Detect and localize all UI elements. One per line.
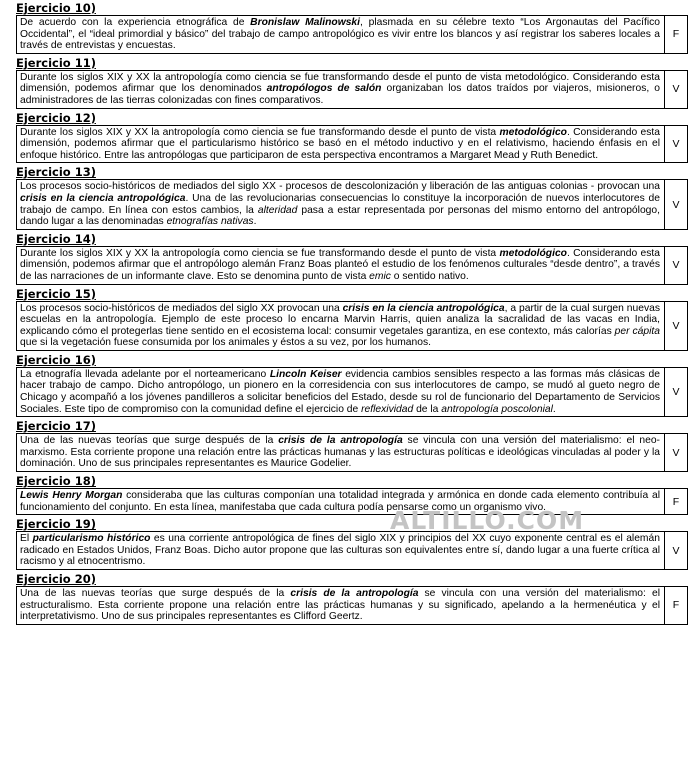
exercise-title: Ejercicio 16) [16, 352, 96, 367]
statement-segment: . Una de las revolucionarias consecuencias lo constituye la incorporación de nuevos interlocutores de trabajo de campo. En línea con estos cambios, la [20, 192, 660, 216]
answer-cell: V [672, 83, 680, 96]
exercise-title: Ejercicio 18) [16, 474, 96, 489]
statement-segment: evidencia cambios sensibles respecto a las formas más clásicas de hacer trabajo de campo. Dicho antropólogo, un pionero en la corresidencia con sus interlocutores de campo, se mudó al gueto negro de Chicago y acompañó a los jóvenes pandilleros a solicitar beneficios del Estado, desde su rol de funcionario del Departamento de Servicios Sociales. Este tipo de compromiso con la comunidad define el ejercicio de [20, 368, 661, 415]
statement-segment: Una de las nuevas teorías que surge después de la [20, 588, 291, 599]
exercise-row [16, 246, 688, 285]
statement-segment: antropología poscolonial [441, 403, 553, 415]
exercise-title: Ejercicio 11) [16, 55, 96, 70]
statement-segment: crisis en la ciencia antropológica [20, 192, 186, 204]
exercise-list [16, 2, 688, 628]
statement-segment: , a partir de la cual surgen nuevas escuelas en la antropología. Ejemplo de este proceso lo encarna Marvin Harris, quien analiza la sacralidad de las vacas en India, explicando cómo el protegerlas tiene sentido en el ecosistema local: consumir vegetales garantiza, en ese contexto, más calorías [20, 302, 660, 337]
statement-segment: etnografías nativas [166, 216, 254, 228]
statement-segment: organizaban los datos traídos por viajeros, misioneros, o administradores de las tierras colonizadas con fines comparativos. [20, 83, 660, 106]
statement-segment: crisis de la antropología [278, 435, 403, 447]
statement-segment: crisis de la antropología [290, 588, 419, 599]
statement-segment: Los procesos socio-históricos de mediados del siglo XX - procesos de descolonización y liberación de las antiguas colonias - provocan una [20, 181, 660, 193]
answer-cell: V [672, 544, 680, 557]
statement-segment: emic [369, 270, 391, 282]
exercise-title: Ejercicio 17) [16, 419, 96, 434]
statement-segment: Durante los siglos XIX y XX la antropología como ciencia se fue transformando desde el punto de vista [20, 126, 500, 138]
watermark: ALTILLO.COM [390, 506, 585, 535]
statement-segment: Durante los siglos XIX y XX la antropología como ciencia se fue transformando desde el punto de vista [20, 247, 500, 259]
statement-segment: . [552, 403, 556, 415]
exercise-statement [17, 532, 665, 569]
statement-segment: Durante los siglos XIX y XX la antropología como ciencia se fue transformando desde el punto de vista metodológico. Considerando esta dimensión, podemos afirmar que los denominados [20, 71, 660, 95]
statement-segment: que si la vegetación fuese consumida por los animales y éstos a su vez, por los humanos. [20, 337, 431, 349]
exercise-row [16, 433, 688, 472]
statement-segment: La etnografía llevada adelante por el norteamericano [20, 368, 270, 380]
exercise-block [16, 57, 688, 109]
exercise-row [16, 301, 688, 351]
exercise-statement [17, 368, 665, 416]
statement-segment: Una de las nuevas teorías que surge después de la [20, 435, 279, 447]
exercise-statement [17, 180, 665, 228]
answer-cell: V [672, 259, 680, 272]
exercise-row [16, 586, 688, 625]
statement-segment: o sentido nativo. [390, 270, 469, 282]
statement-segment: . Considerando esta dimensión, podemos afirmar que el particularismo histórico se basó en el método inductivo y en el relativismo, haciendo énfasis en el enfoque histórico. Entre las antropólogas que participaron de esta perspectiva encontramos a Margaret Mead y Ruth Benedict. [20, 126, 660, 161]
exercise-title: Ejercicio 19) [16, 517, 96, 532]
exercise-statement [17, 587, 665, 624]
statement-segment: reflexividad [361, 403, 414, 415]
exercise-row [16, 70, 688, 109]
statement-segment: particularismo histórico [32, 533, 151, 545]
answer-cell: V [672, 319, 680, 332]
exercise-statement [17, 126, 665, 163]
statement-segment: El [20, 533, 33, 545]
statement-segment: pasa a estar representada por personas del mismo entorno del antropólogo, dando lugar a las denominadas [20, 204, 660, 228]
exercise-title: Ejercicio 14) [16, 231, 96, 246]
exercise-row [16, 125, 688, 164]
statement-segment: . [253, 216, 257, 228]
answer-cell: V [672, 137, 680, 150]
exercise-block [16, 2, 688, 54]
statement-segment: metodológico [499, 126, 567, 138]
answer-cell: V [672, 386, 680, 399]
exercise-block [16, 354, 688, 417]
exercise-block [16, 288, 688, 351]
statement-segment: consideraba que las culturas componían una totalidad integrada y armónica en donde cada elemento contribuía al funcionamiento del conjunto. En esta línea, manifestaba que cada cultura podía pensarse como un organismo vivo. [20, 490, 660, 513]
exercise-row [16, 531, 688, 570]
exercise-title: Ejercicio 12) [16, 110, 96, 125]
statement-segment: alteridad [257, 204, 298, 216]
exercise-block [16, 518, 688, 570]
answer-cell: V [672, 198, 680, 211]
statement-segment: se vincula con una versión del materialismo: el estructuralismo. Esta corriente propone una relación entre las prácticas humanas y su significado, apelando a la hermenéutica y el interpretativismo. Uno de sus principales representantes es Clifford Geertz. [20, 588, 660, 623]
exercise-row [16, 179, 688, 229]
exercise-row [16, 488, 688, 515]
answer-cell: F [672, 28, 680, 41]
exercise-block [16, 420, 688, 472]
statement-segment: , plasmada en su célebre texto “Los Argonautas del Pacífico Occidental”, el “ideal primordial y básico” del trabajo de campo antropológico es vivir entre los blancos y así registrar los saberes locales a través de entrevistas y encuestas. [20, 17, 661, 52]
statement-segment: se vincula con una versión del materialismo: el neo-marxismo. Esta corriente propone una relación entre las prácticas humanas y las estructuras políticas e ideológicas vinculadas al poder y la dominación. Uno de sus principales representantes es Maurice Godelier. [20, 435, 660, 470]
statement-segment: metodológico [499, 247, 567, 259]
statement-segment: Lincoln Keiser [269, 368, 342, 380]
exercise-title: Ejercicio 15) [16, 286, 96, 301]
statement-segment: De acuerdo con la experiencia etnográfica de [20, 17, 251, 28]
answer-cell: F [672, 599, 680, 612]
exercise-title: Ejercicio 13) [16, 165, 96, 180]
exercise-block [16, 475, 688, 515]
exercise-block [16, 573, 688, 625]
statement-segment: antropólogos de salón [266, 83, 382, 95]
statement-segment: Los procesos socio-históricos de mediados del siglo XX provocan una [20, 302, 343, 314]
statement-segment: de la [413, 403, 442, 415]
exercise-statement [17, 71, 665, 108]
statement-segment: crisis en la ciencia antropológica [342, 302, 505, 314]
exercise-block [16, 112, 688, 164]
exercise-row [16, 15, 688, 54]
exercise-row [16, 367, 688, 417]
exercise-title: Ejercicio 20) [16, 572, 96, 586]
statement-segment: . Considerando esta dimensión, podemos afirmar que el antropólogo alemán Franz Boas planteó el estudio de los fenómenos culturales “desde dentro”, a través de las narraciones de un informante clave. Esto se denomina punto de vista [20, 247, 660, 282]
exercise-block [16, 166, 688, 229]
exercise-statement [17, 302, 665, 350]
exercise-statement [17, 16, 665, 53]
exercise-title: Ejercicio 10) [16, 1, 96, 15]
statement-segment: Lewis Henry Morgan [20, 490, 123, 502]
statement-segment: Bronislaw Malinowski [250, 17, 361, 28]
answer-cell: F [672, 495, 680, 508]
exercise-statement [17, 434, 665, 471]
statement-segment: per cápita [614, 325, 660, 337]
statement-segment: es una corriente antropológica de fines del siglo XIX y principios del XX cuyo exponente central es el alemán radicado en Estados Unidos, Franz Boas. Dicho autor propone que las culturas son equivalentes entre sí, dando lugar a una fuerte crítica al racismo y al etnocentrismo. [20, 533, 660, 568]
answer-cell: V [672, 446, 680, 459]
exercise-statement [17, 247, 665, 284]
exercise-block [16, 233, 688, 285]
